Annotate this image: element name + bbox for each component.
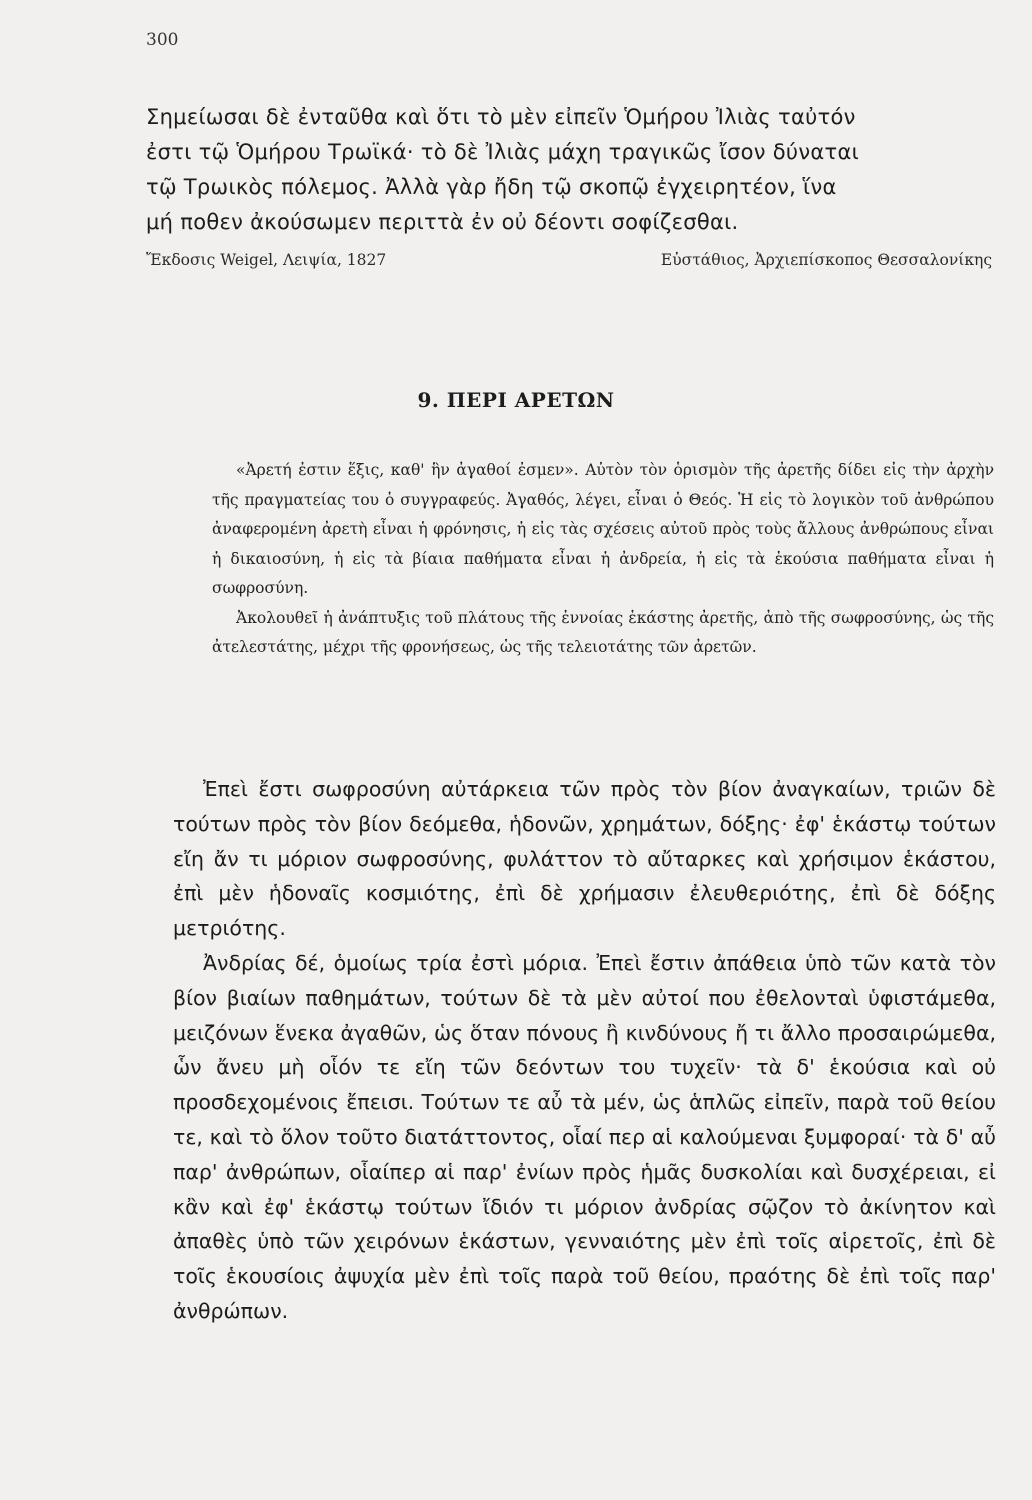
intro-paragraph: «Ἀρετή ἐστιν ἕξις, καθ' ἣν ἀγαθοί ἐσμεν». Αὐτὸν τὸν ὁρισμὸν τῆς ἀρετῆς δίδει εἰς τὴν ἀρχὴν τῆς πραγματείας του ὁ συγγραφεύς. Ἀγαθός, λέγει, εἶναι ὁ Θεός. Ἡ εἰς τὸ λογικὸν τοῦ ἀνθρώπου ἀναφερομένη ἀρετὴ εἶναι ἡ φρόνησις, ἡ εἰς τὰς σχέσεις αὐτοῦ πρὸς τοὺς ἄλλους ἀνθρώπους εἶναι ἡ δικαιοσύνη, ἡ εἰς τὰ βίαια παθήματα εἶναι ἡ ἀνδρεία, ἡ εἰς τὰ ἑκούσια παθήματα εἶναι ἡ σωφροσύνη. bbox=[212, 461, 994, 597]
source-author: Εὐστάθιος, Ἀρχιεπίσκοπος Θεσσαλονίκης bbox=[660, 251, 992, 269]
main-text bbox=[173, 772, 996, 1329]
section-title: 9. ΠΕΡΙ ΑΡΕΤΩΝ bbox=[417, 388, 615, 412]
source-edition: Ἔκδοσις Weigel, Λειψία, 1827 bbox=[146, 251, 387, 269]
quote-line: ἐστι τῷ Ὁμήρου Τρωϊκά· τὸ δὲ Ἰλιὰς μάχη τραγικῶς ἴσον δύναται bbox=[146, 140, 860, 164]
quote-line: Σημείωσαι δὲ ἐνταῦθα καὶ ὅτι τὸ μὲν εἰπεῖν Ὁμήρου Ἰλιὰς ταὐτόν bbox=[146, 105, 856, 129]
main-paragraph: Ἐπεὶ ἔστι σωφροσύνη αὐτάρκεια τῶν πρὸς τὸν βίον ἀναγκαίων, τριῶν δὲ τούτων πρὸς τὸν βίον δεόμεθα, ἡδονῶν, χρημάτων, δόξης· ἐφ' ἑκάστῳ τούτων εἴη ἄν τι μόριον σωφροσύνης, φυλάττον τὸ αὔταρκες καὶ χρήσιμον ἑκάστου, ἐπὶ μὲν ἡδοναῖς κοσμιότης, ἐπὶ δὲ χρήμασιν ἐλευθεριότης, ἐπὶ δὲ δόξης μετριότης. bbox=[173, 777, 996, 941]
source-citation bbox=[146, 251, 992, 269]
opening-quote bbox=[146, 100, 994, 240]
section-introduction bbox=[212, 456, 994, 663]
main-paragraph: Ἀνδρίας δέ, ὁμοίως τρία ἐστὶ μόρια. Ἐπεὶ ἔστιν ἀπάθεια ὑπὸ τῶν κατὰ τὸν βίον βιαίων παθημάτων, τούτων δὲ τὰ μὲν αὐτοί που ἐθελονταὶ ὑφιστάμεθα, μειζόνων ἕνεκα ἀγαθῶν, ὡς ὅταν πόνους ἢ κινδύνους ἤ τι ἄλλο προσαιρώμεθα, ὧν ἄνευ μὴ οἷόν τε εἴη τῶν δεόντων του τυχεῖν· τὰ δ' ἑκούσια καὶ οὐ προσδεχομένοις ἔπεισι. Τούτων τε αὖ τὰ μέν, ὡς ἁπλῶς εἰπεῖν, παρὰ τοῦ θείου τε, καὶ τὸ ὅλον τοῦτο διατάττοντος, οἷαί περ αἱ καλούμεναι ξυμφοραί· τὰ δ' αὖ παρ' ἀνθρώπων, οἷαίπερ αἱ παρ' ἐνίων πρὸς ἡμᾶς δυσκολίαι καὶ δυσχέρειαι, εἰ κἂν καὶ ἐφ' ἑκάστῳ τούτων ἴδιόν τι μόριον ἀνδρίας σῷζον τὸ ἀκίνητον καὶ ἀπαθὲς ὑπὸ τῶν χειρόνων ἑκάστων, γενναιότης μὲν ἐπὶ τοῖς αἱρετοῖς, ἐπὶ δὲ τοῖς ἑκουσίοις ἀψυχία μὲν ἐπὶ τοῖς παρὰ τοῦ θείου, πραότης δὲ ἐπὶ τοῖς παρ' ἀνθρώπων. bbox=[173, 950, 996, 1323]
page-number: 300 bbox=[146, 30, 179, 50]
intro-paragraph: Ἀκολουθεῖ ἡ ἀνάπτυξις τοῦ πλάτους τῆς ἐννοίας ἑκάστης ἀρετῆς, ἀπὸ τῆς σωφροσύνης, ὡς τῆς ἀτελεστάτης, μέχρι τῆς φρονήσεως, ὡς τῆς τελειοτάτης τῶν ἀρετῶν. bbox=[212, 608, 994, 656]
quote-line: τῷ Τρωικὸς πόλεμος. Ἀλλὰ γὰρ ἤδη τῷ σκοπῷ ἐγχειρητέον, ἵνα bbox=[146, 175, 837, 199]
quote-line: μή ποθεν ἀκούσωμεν περιττὰ ἐν οὐ δέοντι σοφίζεσθαι. bbox=[146, 210, 739, 234]
